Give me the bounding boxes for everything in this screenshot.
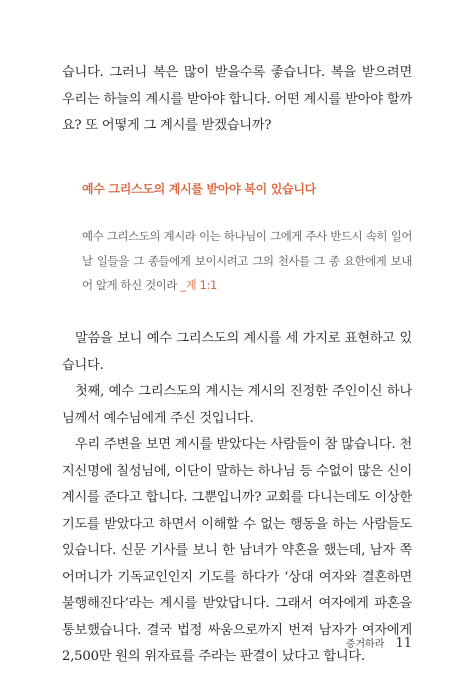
section-heading: 예수 그리스도의 계시를 받아야 복이 있습니다 xyxy=(82,182,316,196)
page-number: 11 xyxy=(395,636,412,651)
body-text xyxy=(62,326,412,671)
scripture-quote-text: 예수 그리스도의 계시라 이는 하나님이 그에게 주사 반드시 속히 일어날 일들을 그 종들에게 보이시려고 그의 천사를 그 종 요한에게 보내어 알게 하신 것이라 xyxy=(82,229,412,292)
scripture-quote xyxy=(82,224,412,298)
running-footer-title: 증거하라 xyxy=(345,639,385,650)
body-paragraph-intro: 습니다. 그러니 복은 많이 받을수록 좋습니다. 복을 받으려면 우리는 하늘의 계시를 받아야 합니다. 어떤 계시를 받아야 할까요? 또 어떻게 그 계시를 받겠습니까? xyxy=(62,65,412,133)
scripture-reference: _계 1:1 xyxy=(180,278,217,292)
body-paragraph: 우리 주변을 보면 계시를 받았다는 사람들이 참 많습니다. 천지신명에 칠성님에, 이단이 말하는 하나님 등 수없이 많은 신이 계시를 준다고 합니다. 그뿐입니까? 교회를 다니는데도 이상한 기도를 받았다고 하면서 이해할 수 없는 행동을 하는 사람들도 있습니다. 신문 기사를 보니 한 남녀가 약혼을 했는데, 남자 쪽 어머니가 기독교인인지 기도를 하다가 ‘상대 여자와 결혼하면 불행해진다’라는 계시를 받았답니다. 그래서 여자에게 파혼을 통보했습니다. 결국 법정 싸움으로까지 번져 남자가 여자에게 2,500만 원의 위자료를 주라는 판결이 났다고 합니다. xyxy=(62,437,412,664)
page-footer xyxy=(346,632,412,651)
body-paragraph: 말씀을 보니 예수 그리스도의 계시를 세 가지로 표현하고 있습니다. xyxy=(62,331,412,373)
body-paragraph: 첫째, 예수 그리스도의 계시는 계시의 진정한 주인이신 하나님께서 예수님에게 주신 것입니다. xyxy=(62,384,412,426)
